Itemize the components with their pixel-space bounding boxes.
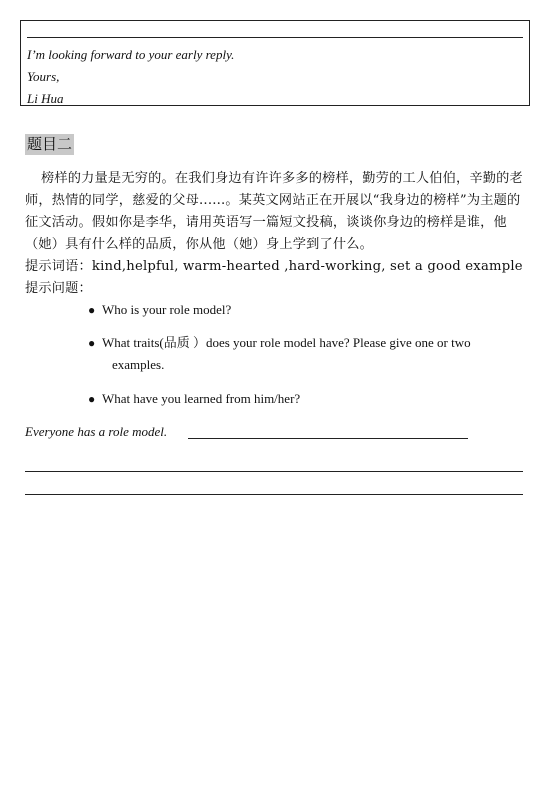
question-item [88, 299, 528, 321]
question-text: Who is your role model? [102, 302, 232, 317]
section-title: 题目二 [27, 135, 73, 153]
question-text: What have you learned from him/her? [102, 391, 301, 406]
answer-line [25, 471, 523, 472]
letter-ending-box [20, 20, 530, 106]
question-item [88, 332, 528, 376]
prompt-paragraph: 榜样的力量是无穷的。在我们身边有许许多多的榜样，勤劳的工人伯伯，辛勤的老师，热情的同学，慈爱的父母......。某英文网站正在开展以“我身边的榜样”为主题的征文活动。假如你是李华，请用英语写一篇短文投稿，谈谈你身边的榜样是谁，他（她）具有什么样的品质，你从他（她）身上学到了什么。 [25, 171, 523, 252]
hint-words: 提示词语：kind,helpful, warm-hearted ,hard-working, set a good example [25, 259, 523, 274]
letter-signoff: Yours, [27, 69, 60, 84]
question-text: What traits(品质 ）does your role model have? Please give one or two [102, 335, 471, 350]
hint-questions-label: 提示问题： [25, 281, 92, 296]
answer-line [25, 494, 523, 495]
bullet-icon: ● [88, 392, 96, 406]
question-item [88, 388, 528, 410]
question-text-continued: examples. [112, 357, 165, 372]
answer-line [188, 438, 468, 439]
essay-starter: Everyone has a role model. [25, 424, 168, 439]
letter-closing-line: I’m looking forward to your early reply. [27, 47, 235, 62]
bullet-icon: ● [88, 336, 96, 350]
answer-line [27, 37, 523, 38]
bullet-icon: ● [88, 303, 96, 317]
letter-signature: Li Hua [27, 91, 64, 106]
